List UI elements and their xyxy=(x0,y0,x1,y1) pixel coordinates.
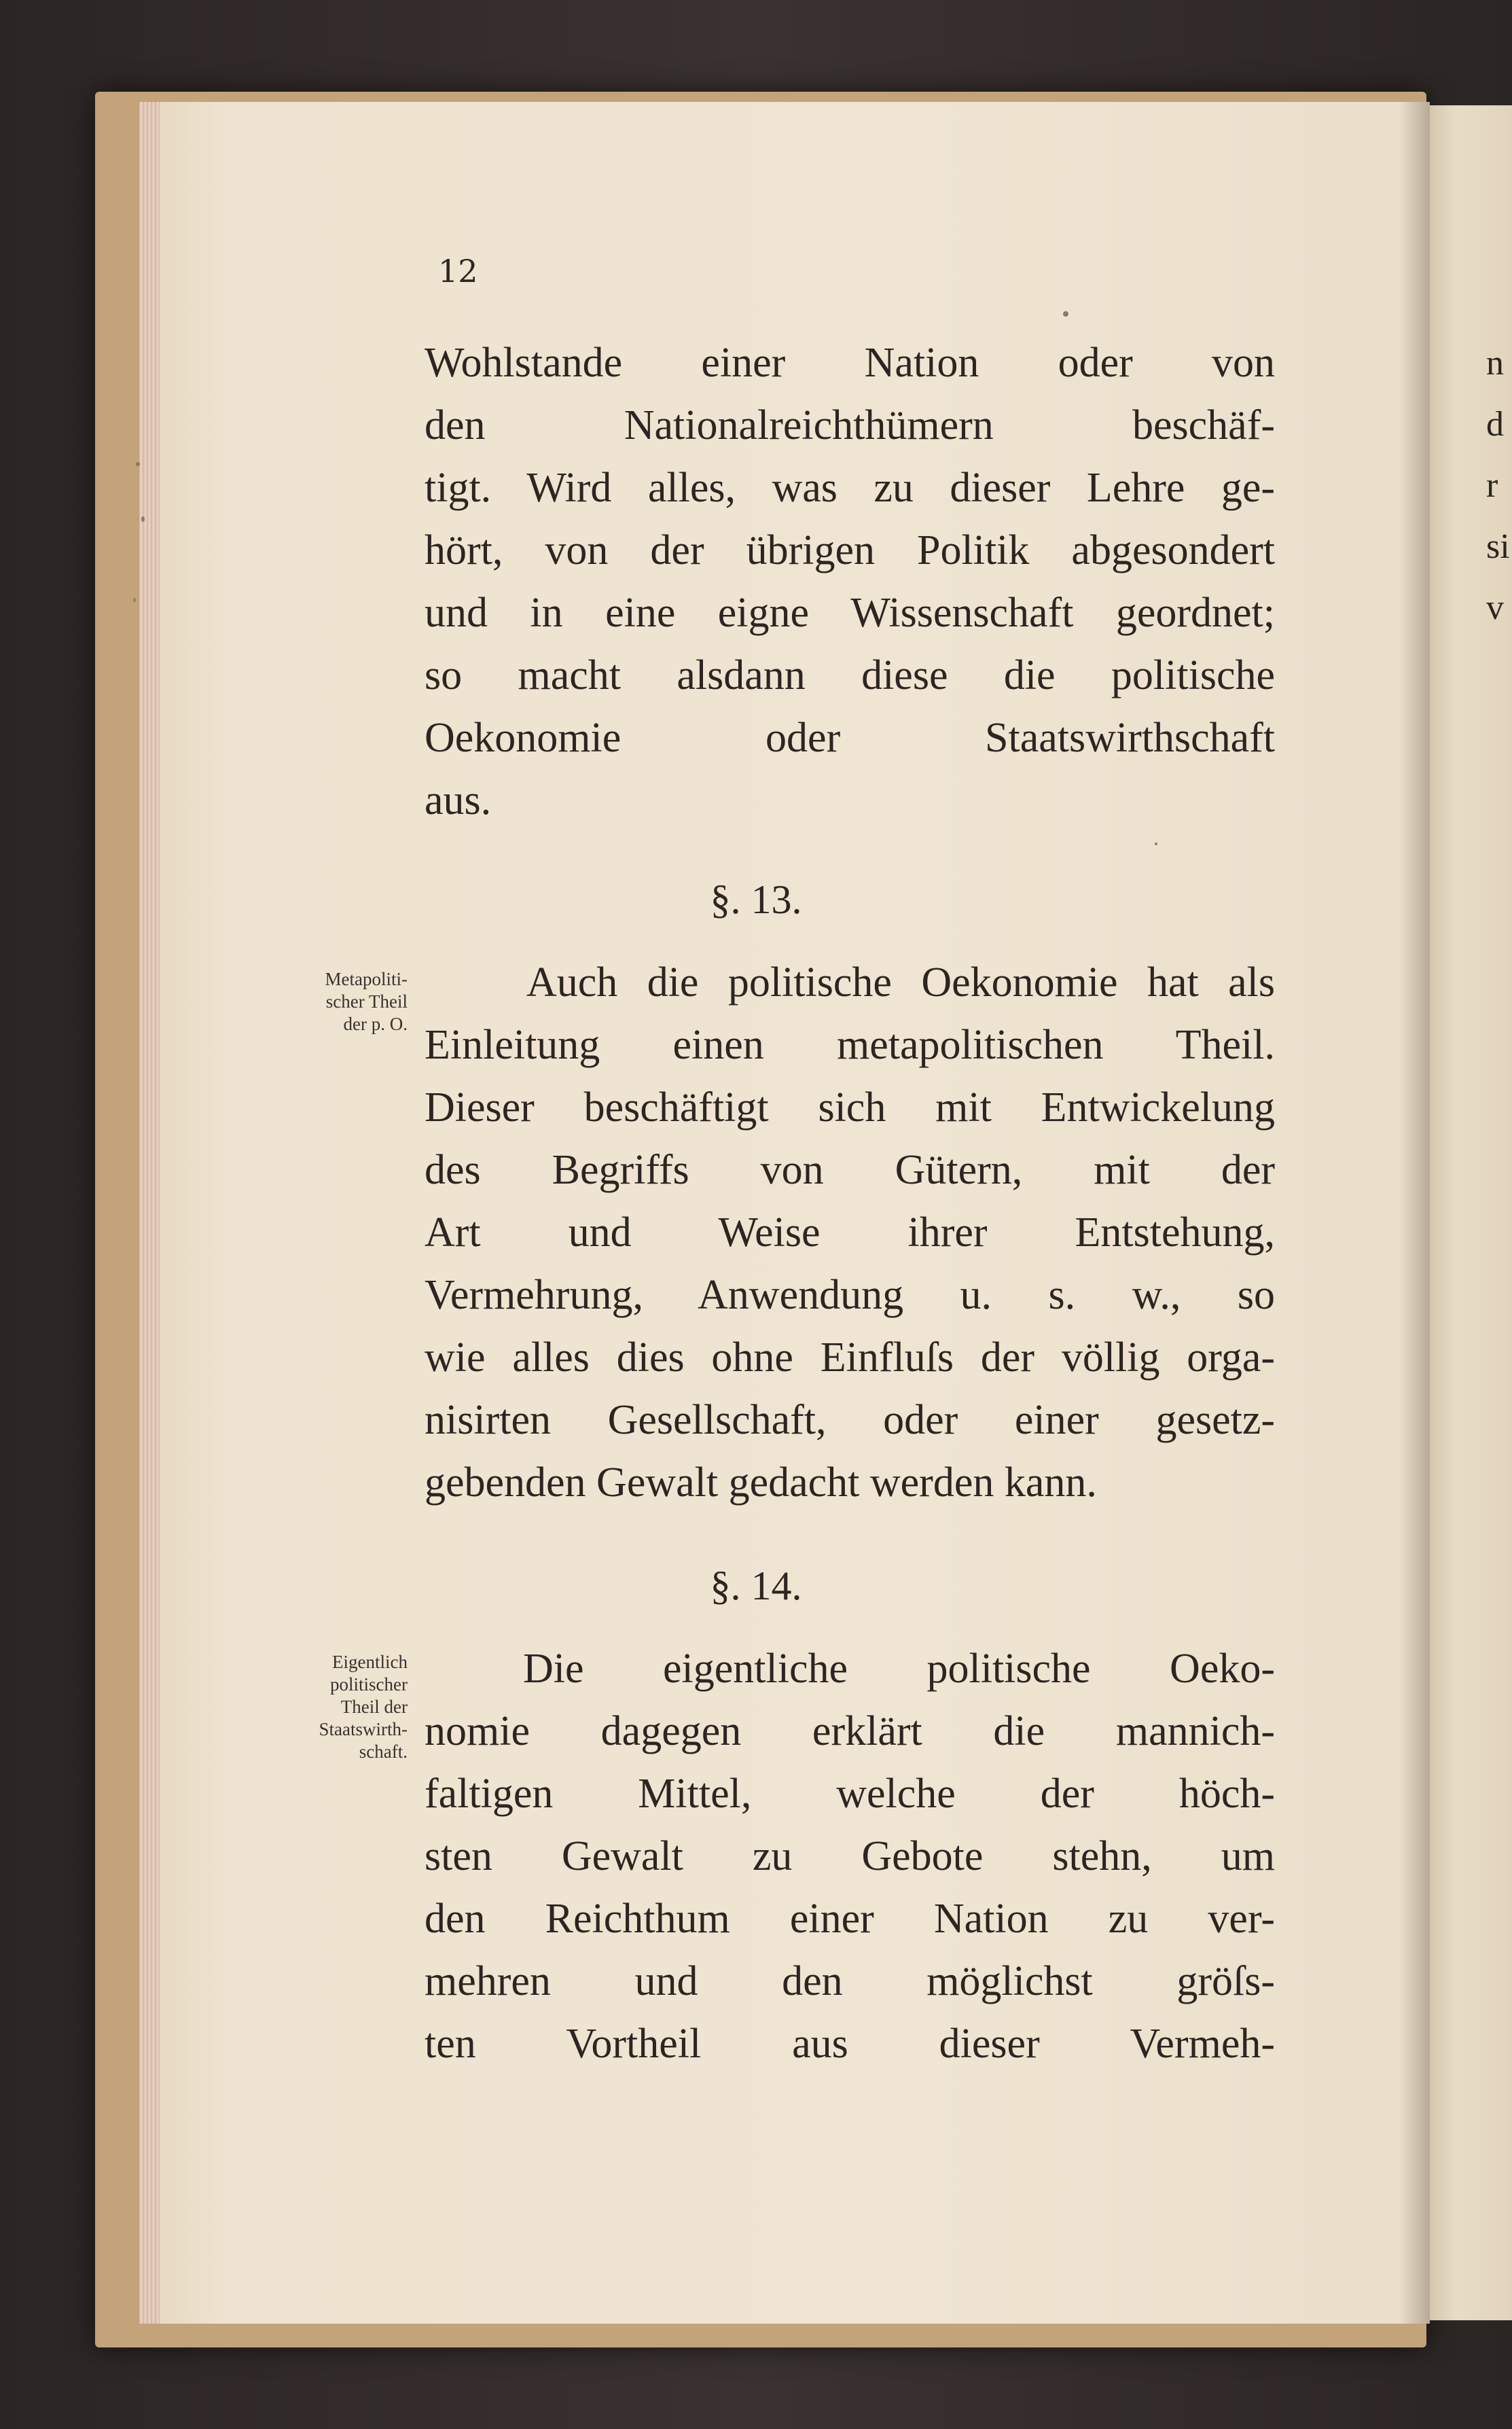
page-number: 12 xyxy=(438,253,478,289)
text-line: aus. xyxy=(425,777,492,823)
page-gutter xyxy=(1399,102,1430,2324)
fragment: n xyxy=(1486,344,1504,383)
text-line: sten Gewalt zu Gebote stehn, um xyxy=(425,1833,1275,1879)
text-line: Oekonomie oder Staatswirthschaft xyxy=(425,715,1275,761)
text-line: Die eigentliche politische Oeko- xyxy=(523,1646,1275,1692)
text-line: den Reichthum einer Nation zu ver- xyxy=(425,1896,1275,1942)
fragment: d xyxy=(1486,405,1504,444)
foxing-spot xyxy=(1063,311,1068,317)
section-13-heading: §. 13. xyxy=(710,877,802,922)
fragment: si xyxy=(1486,527,1510,566)
text-line: nomie dagegen erklärt die mannich- xyxy=(425,1708,1275,1754)
margin-note-line: schaft. xyxy=(359,1741,408,1762)
facing-page-text-fragments xyxy=(1486,333,1512,639)
section-14-margin-note xyxy=(285,1651,408,1763)
fragment: r xyxy=(1486,466,1498,505)
margin-note-line: scher Theil xyxy=(325,991,408,1012)
text-line: tigt. Wird alles, was zu dieser Lehre ge- xyxy=(425,465,1275,511)
section-13-paragraph xyxy=(425,951,1275,1514)
text-line: wie alles dies ohne Einfluſs der völlig orga- xyxy=(425,1334,1275,1381)
text-line: des Begriffs von Gütern, mit der xyxy=(425,1147,1275,1193)
paragraph-continuation xyxy=(425,332,1275,832)
foxing-spot xyxy=(141,516,145,522)
foxing-spot xyxy=(136,462,140,466)
foxing-spot xyxy=(133,598,136,602)
margin-note-line: Theil der xyxy=(340,1697,408,1717)
foxing-spot xyxy=(1155,843,1157,845)
text-line: mehren und den möglichst gröſs- xyxy=(425,1958,1275,2004)
text-line: Wohlstande einer Nation oder von xyxy=(425,340,1275,386)
text-line: faltigen Mittel, welche der höch- xyxy=(425,1771,1275,1817)
margin-note-line: Eigentlich xyxy=(332,1652,408,1672)
fragment: v xyxy=(1486,588,1504,627)
text-line: gebenden Gewalt gedacht werden kann. xyxy=(425,1459,1097,1506)
text-line: so macht alsdann diese die politische xyxy=(425,652,1275,698)
text-line: und in eine eigne Wissenschaft geordnet; xyxy=(425,590,1275,636)
text-line: Vermehrung, Anwendung u. s. w., so xyxy=(425,1272,1275,1318)
text-line: nisirten Gesellschaft, oder einer gesetz- xyxy=(425,1397,1275,1443)
margin-note-line: Staatswirth- xyxy=(319,1719,408,1739)
margin-note-line: der p. O. xyxy=(343,1014,408,1034)
text-line: hört, von der übrigen Politik abgesondert xyxy=(425,527,1275,573)
margin-note-line: Metapoliti- xyxy=(325,969,408,989)
text-line: Einleitung einen metapolitischen Theil. xyxy=(425,1022,1275,1068)
section-13-margin-note xyxy=(299,968,408,1035)
margin-note-line: politischer xyxy=(330,1674,408,1695)
text-line: Auch die politische Oekonomie hat als xyxy=(526,959,1275,1006)
text-line: den Nationalreichthümern beschäf- xyxy=(425,402,1275,448)
section-14-paragraph xyxy=(425,1637,1275,2075)
text-line: Art und Weise ihrer Entstehung, xyxy=(425,1209,1275,1256)
text-line: Dieser beschäftigt sich mit Entwickelung xyxy=(425,1084,1275,1131)
page-edges xyxy=(139,102,160,2324)
text-line: ten Vortheil aus dieser Vermeh- xyxy=(425,2021,1275,2067)
section-14-heading: §. 14. xyxy=(710,1563,802,1608)
